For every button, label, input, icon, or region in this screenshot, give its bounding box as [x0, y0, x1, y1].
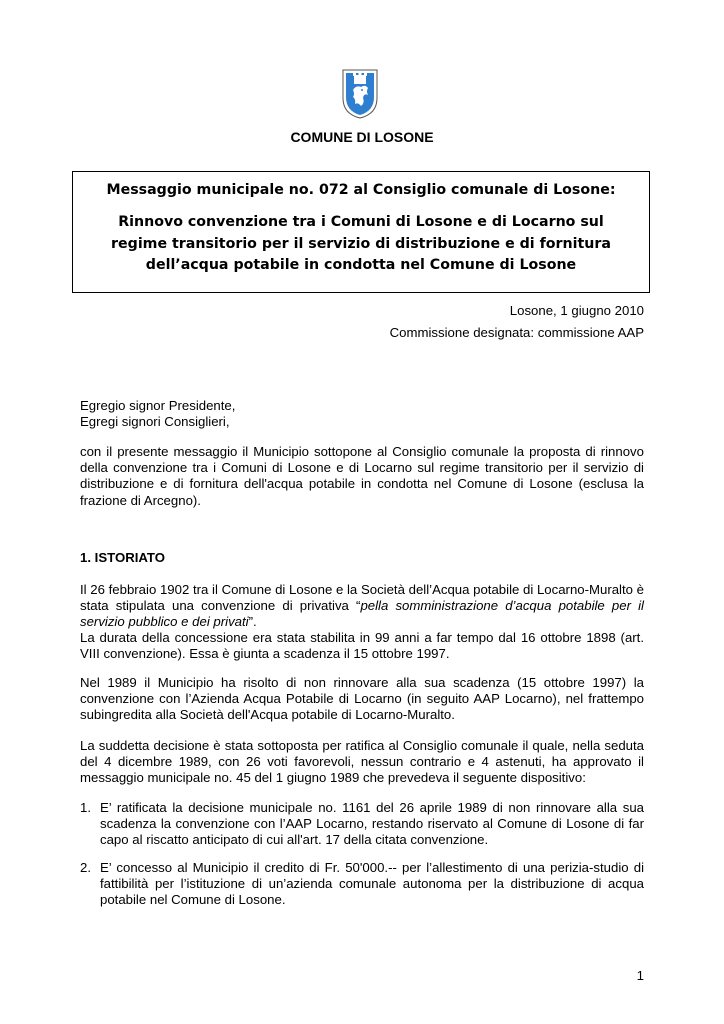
history-paragraph-3: La suddetta decisione è stata sottoposta per ratifica al Consiglio comunale il quale, nella seduta del 4 dicembre 1989, con 26 voti favorevoli, nessun contrario e 4 astenuti, ha approvato il messaggio municipale no. 45 del 1 giugno 1989 che prevedeva il seguente dispositivo:	[80, 738, 644, 786]
list-item-text: E’ concesso al Municipio il credito di Fr. 50'000.-- per l’allestimento di una perizia-studio di fattibilità per l’istituzione di un’azienda comunale autonoma per la distribuzione di acqua potabile nel Comune di Losone.	[100, 860, 644, 908]
history-quote: pella somministrazione d’acqua potabile per il servizio pubblico e dei privati	[80, 598, 644, 630]
history-text-b: ”.	[248, 614, 257, 630]
history-paragraph-1	[80, 582, 644, 631]
list-item-number: 1.	[80, 800, 91, 815]
list-item-text: E’ ratificata la decisione municipale no. 1161 del 26 aprile 1989 di non rinnovare alla sua scadenza la convenzione con l’AAP Locarno, restando riservato al Comune di Losone di far capo al riscatto anticipato di cui all'art. 17 della citata convenzione.	[100, 800, 644, 848]
salutation-line-1: Egregio signor Presidente,	[80, 398, 236, 413]
message-subject: Rinnovo convenzione tra i Comuni di Losone e di Locarno sul regime transitorio per il servizio di distribuzione e di fornitura dell’acqua potabile in condotta nel Comune di Losone	[111, 214, 611, 273]
designated-commission: Commissione designata: commissione AAP	[389, 325, 644, 340]
history-paragraph-1b: La durata della concessione era stata stabilita in 99 anni a far tempo dal 16 ottobre 1898 (art. VIII convenzione). Essa è giunta a scadenza il 15 ottobre 1997.	[80, 630, 644, 662]
place-date: Losone, 1 giugno 2010	[509, 303, 644, 318]
history-text-a: Il 26 febbraio 1902 tra il Comune di Losone e la Società dell’Acqua potabile di Locarno-Muralto è stata stipulata una convenzione di privativa “	[80, 582, 644, 614]
intro-paragraph: con il presente messaggio il Municipio sottopone al Consiglio comunale la proposta di rinnovo della convenzione tra i Comuni di Losone e di Locarno sul regime transitorio per il servizio di distribuzione e di fornitura dell'acqua potabile in condotta nel Comune di Losone (esclusa la frazione di Arcegno).	[80, 444, 644, 508]
municipality-name: COMUNE DI LOSONE	[290, 129, 434, 145]
salutation-line-2: Egregi signori Consiglieri,	[80, 414, 230, 429]
losone-coat-of-arms-icon	[341, 68, 379, 120]
page-number: 1	[636, 968, 644, 983]
history-paragraph-2: Nel 1989 il Municipio ha risolto di non rinnovare alla sua scadenza (15 ottobre 1997) la convenzione con l’Azienda Acqua Potabile di Locarno (in seguito AAP Locarno), nel frattempo subingredita alla Società dell'Acqua potabile di Locarno-Muralto.	[80, 675, 644, 723]
title-box	[72, 171, 650, 293]
message-title: Messaggio municipale no. 072 al Consiglio comunale di Losone:	[106, 182, 616, 198]
list-item-number: 2.	[80, 860, 91, 875]
section-heading: 1. ISTORIATO	[80, 550, 166, 565]
